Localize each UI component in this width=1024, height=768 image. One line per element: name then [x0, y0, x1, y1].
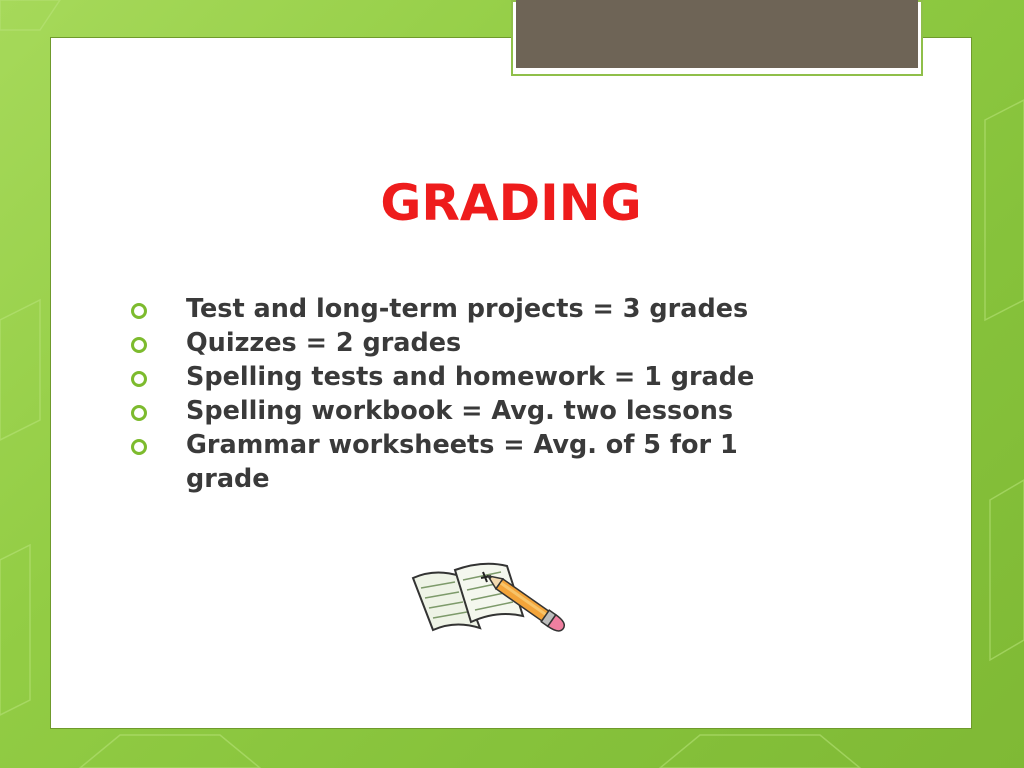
- bullet-item: [126, 326, 826, 360]
- bullet-text: Grammar worksheets = Avg. of 5 for 1 grade: [186, 430, 738, 494]
- bullet-circle-icon: [131, 439, 147, 455]
- bullet-circle-icon: [131, 405, 147, 421]
- bullet-text: Spelling workbook = Avg. two lessons: [186, 396, 734, 426]
- bullet-text: Spelling tests and homework = 1 grade: [186, 362, 755, 392]
- bullet-circle-icon: [131, 371, 147, 387]
- bullet-text: Quizzes = 2 grades: [186, 328, 462, 358]
- bullet-circle-icon: [131, 337, 147, 353]
- bullet-list: [126, 292, 826, 496]
- graded-paper-with-pencil-icon: [405, 558, 575, 643]
- slide-title: GRADING: [380, 174, 642, 232]
- header-tab: [516, 0, 918, 68]
- bullet-item: [126, 394, 826, 428]
- bullet-item: [126, 292, 826, 326]
- bullet-item: [126, 360, 826, 394]
- bullet-text: Test and long-term projects = 3 grades: [186, 294, 749, 324]
- bullet-circle-icon: [131, 303, 147, 319]
- bullet-item: [126, 428, 826, 496]
